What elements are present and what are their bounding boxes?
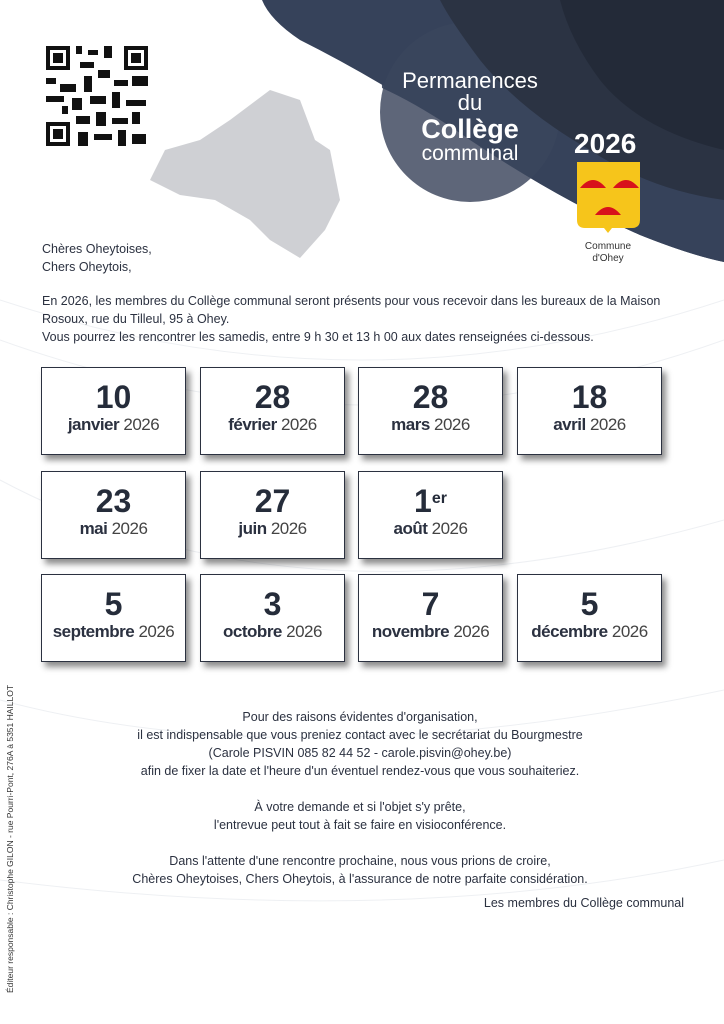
title-line: Permanences <box>402 68 538 93</box>
day-number: 10 <box>95 379 132 415</box>
ohey-coat-of-arms <box>577 162 640 233</box>
closing-paragraph <box>60 798 660 834</box>
day-number: 5 <box>104 586 123 622</box>
month: septembre <box>52 622 135 641</box>
month: novembre <box>371 622 450 641</box>
greeting-line: Chers Oheytois, <box>42 260 132 274</box>
month: février <box>228 415 277 434</box>
year: 2026 <box>431 519 468 538</box>
text-line: Pour des raisons évidentes d'organisation, <box>242 710 478 724</box>
date-day <box>359 380 502 414</box>
date-day <box>42 380 185 414</box>
day-number: 7 <box>421 586 440 622</box>
text-line: À votre demande et si l'objet s'y prête, <box>254 800 466 814</box>
date-month-year <box>518 621 661 643</box>
date-card <box>200 367 345 455</box>
date-month-year <box>42 414 185 436</box>
date-month-year <box>359 621 502 643</box>
date-card <box>41 574 186 662</box>
text-line: il est indispensable que vous preniez contact avec le secrétariat du Bourgmestre <box>137 728 583 742</box>
month: janvier <box>67 415 120 434</box>
commune-line: Commune <box>584 241 632 252</box>
date-day <box>201 380 344 414</box>
day-number: 28 <box>412 379 449 415</box>
greeting-line: Chères Oheytoises, <box>42 242 152 256</box>
day-number: 27 <box>254 483 291 519</box>
closing-text <box>60 708 660 906</box>
text-line: Chères Oheytoises, Chers Oheytois, à l'assurance de notre parfaite considération. <box>132 872 588 886</box>
year: 2026 <box>286 622 322 641</box>
date-card <box>41 367 186 455</box>
title-line: Collège <box>421 114 519 144</box>
date-day <box>518 587 661 621</box>
editor-responsible: Éditeur responsable : Christophe GILON - rue Pourri-Pont, 276A à 5351 HAILLOT <box>5 684 15 993</box>
title-line: communal <box>421 142 519 165</box>
intro-line: En 2026, les membres du Collège communal seront présents pour vous recevoir dans les bureaux de la Maison Rosoux, rue du Tilleul, 95 à Ohey. <box>42 294 661 326</box>
month: juin <box>238 519 267 538</box>
year: 2026 <box>111 519 148 538</box>
date-day <box>201 484 344 518</box>
year: 2026 <box>270 519 307 538</box>
month: avril <box>553 415 586 434</box>
year-label: 2026 <box>574 128 637 159</box>
date-card <box>517 367 662 455</box>
date-day <box>359 587 502 621</box>
date-month-year <box>201 621 344 643</box>
year: 2026 <box>434 415 470 434</box>
title-line: du <box>457 90 483 115</box>
date-day <box>42 587 185 621</box>
month: décembre <box>531 622 608 641</box>
date-month-year <box>359 518 502 540</box>
commune-label <box>568 241 648 265</box>
day-number: 5 <box>580 586 599 622</box>
date-card <box>358 367 503 455</box>
year: 2026 <box>453 622 490 641</box>
date-card <box>41 471 186 559</box>
date-month-year <box>201 518 344 540</box>
day-number: 3 <box>263 586 282 622</box>
intro-text <box>42 292 692 346</box>
ohey-map-shape <box>150 90 340 258</box>
day-number: 1 <box>414 483 432 519</box>
flyer-title <box>380 70 560 164</box>
signature: Les membres du Collège communal <box>483 896 684 910</box>
date-card <box>517 574 662 662</box>
date-card <box>358 574 503 662</box>
date-day <box>201 587 344 621</box>
commune-line: d'Ohey <box>592 253 624 264</box>
text-line: l'entrevue peut tout à fait se faire en visioconférence. <box>213 818 507 832</box>
intro-line: Vous pourrez les rencontrer les samedis, entre 9 h 30 et 13 h 00 aux dates renseignées ci-dessous. <box>42 330 594 344</box>
month: mai <box>79 519 108 538</box>
date-day <box>42 484 185 518</box>
date-day <box>359 484 502 518</box>
day-number: 18 <box>571 379 608 415</box>
closing-paragraph <box>60 708 660 780</box>
date-month-year <box>42 621 185 643</box>
year: 2026 <box>280 415 317 434</box>
year: 2026 <box>611 622 648 641</box>
day-suffix: er <box>431 490 447 507</box>
closing-paragraph <box>60 852 660 888</box>
date-month-year <box>359 414 502 436</box>
month: août <box>393 519 428 538</box>
month: octobre <box>223 622 282 641</box>
date-card <box>358 471 503 559</box>
day-number: 23 <box>95 483 132 519</box>
date-day <box>518 380 661 414</box>
date-month-year <box>518 414 661 436</box>
date-month-year <box>42 518 185 540</box>
contact-line: (Carole PISVIN 085 82 44 52 - carole.pisvin@ohey.be) <box>208 746 512 760</box>
year: 2026 <box>138 622 175 641</box>
day-number: 28 <box>254 379 291 415</box>
text-line: afin de fixer la date et l'heure d'un éventuel rendez-vous que vous souhaiteriez. <box>140 764 580 778</box>
text-line: Dans l'attente d'une rencontre prochaine, nous vous prions de croire, <box>169 854 551 868</box>
greeting <box>42 240 152 276</box>
year: 2026 <box>589 415 626 434</box>
date-card <box>200 574 345 662</box>
date-month-year <box>201 414 344 436</box>
qr-code <box>44 44 150 148</box>
year: 2026 <box>123 415 160 434</box>
month: mars <box>391 415 430 434</box>
date-card <box>200 471 345 559</box>
